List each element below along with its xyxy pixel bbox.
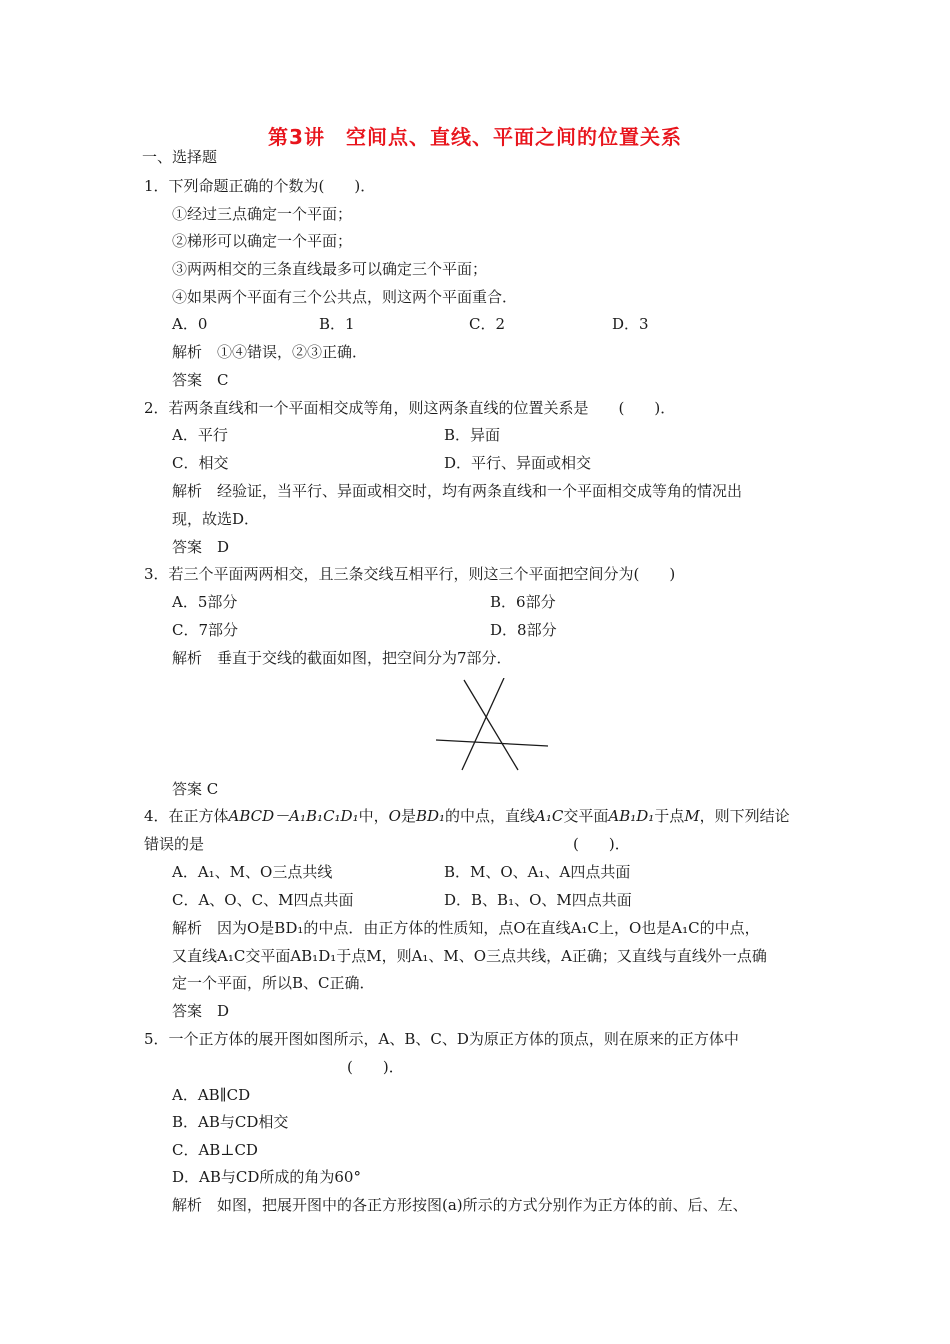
q1-statement-1: ①经过三点确定一个平面； xyxy=(172,205,353,223)
point-o: O xyxy=(388,807,401,825)
cross-section-figure xyxy=(430,678,555,778)
page-title: 第3讲 空间点、直线、平面之间的位置关系 xyxy=(268,125,682,149)
q1-option-b: B．1 xyxy=(319,315,355,333)
q2-option-a: A．平行 xyxy=(172,426,228,444)
q4-answer: 答案 D xyxy=(172,1002,230,1020)
q4-stem-prefix: 4．在正方体 xyxy=(144,807,229,825)
figure-line-1 xyxy=(464,680,518,770)
q4-option-d: D．B、B₁、O、M四点共面 xyxy=(444,891,632,909)
q4-stem-line-1 xyxy=(144,806,790,826)
q2-stem: 2．若两条直线和一个平面相交成等角，则这两条直线的位置关系是 ( )． xyxy=(144,399,676,417)
q4-option-c: C．A、O、C、M四点共面 xyxy=(172,891,354,909)
q5-stem-line-1: 5．一个正方体的展开图如图所示，A、B、C、D为原正方体的顶点，则在原来的正方体中 xyxy=(144,1030,739,1048)
q1-statement-3: ③两两相交的三条直线最多可以确定三个平面； xyxy=(172,260,488,278)
q3-analysis: 解析 垂直于交线的截面如图，把空间分为7部分． xyxy=(172,649,512,667)
q3-stem: 3．若三个平面两两相交，且三条交线互相平行，则这三个平面把空间分为( ) xyxy=(144,565,676,583)
q1-option-d: D．3 xyxy=(612,315,649,333)
q4-stem-text: 的中点，直线 xyxy=(445,807,536,825)
q4-option-a: A．A₁、M、O三点共线 xyxy=(172,863,333,881)
q1-answer: 答案 C xyxy=(172,371,229,389)
segment-bd1: BD₁ xyxy=(415,807,446,825)
q4-analysis-line-1: 解析 因为O是BD₁的中点．由正方体的性质知，点O在直线A₁C上，O也是A₁C的中点， xyxy=(172,919,760,937)
plane-ab1d1: AB₁D₁ xyxy=(608,807,655,825)
q5-option-a: A．AB∥CD xyxy=(172,1086,251,1104)
q1-stem: 1．下列命题正确的个数为( )． xyxy=(144,177,376,195)
q2-analysis-line-2: 现，故选D． xyxy=(172,510,260,528)
q1-option-c: C．2 xyxy=(469,315,506,333)
q5-option-c: C．AB⊥CD xyxy=(172,1141,258,1159)
q1-analysis: 解析 ①④错误，②③正确． xyxy=(172,343,368,361)
q3-option-d: D．8部分 xyxy=(490,621,557,639)
q1-statement-4: ④如果两个平面有三个公共点，则这两个平面重合． xyxy=(172,288,518,306)
q1-option-a: A．0 xyxy=(172,315,208,333)
q2-option-b: B．异面 xyxy=(444,426,501,444)
q4-stem-text: 交平面 xyxy=(563,807,609,825)
q3-answer: 答案 C xyxy=(172,780,219,798)
q3-option-b: B．6部分 xyxy=(490,593,556,611)
q1-statement-2: ②梯形可以确定一个平面； xyxy=(172,232,353,250)
line-a1c: A₁C xyxy=(535,807,564,825)
q3-option-a: A．5部分 xyxy=(172,593,238,611)
q2-analysis-line-1: 解析 经验证，当平行、异面或相交时，均有两条直线和一个平面相交成等角的情况出 xyxy=(172,482,743,500)
point-m: M xyxy=(684,807,700,825)
q5-answer-paren: ( )． xyxy=(347,1058,404,1076)
q3-option-c: C．7部分 xyxy=(172,621,239,639)
q2-option-c: C．相交 xyxy=(172,454,229,472)
section-heading: 一、选择题 xyxy=(142,148,218,166)
q4-analysis-line-3: 定一个平面，所以B、C正确． xyxy=(172,974,375,992)
q2-answer: 答案 D xyxy=(172,538,230,556)
q4-stem-line-2: 错误的是 xyxy=(144,835,205,853)
q4-answer-paren: ( )． xyxy=(573,835,630,853)
q5-option-d: D．AB与CD所成的角为60° xyxy=(172,1168,361,1186)
q5-analysis-line-1: 解析 如图，把展开图中的各正方形按图(a)所示的方式分别作为正方体的前、后、左、 xyxy=(172,1196,748,1214)
q4-analysis-line-2: 又直线A₁C交平面AB₁D₁于点M，则A₁、M、O三点共线，A正确；又直线与直线外一点确 xyxy=(172,947,767,965)
q4-stem-text: 中， xyxy=(358,807,389,825)
q2-option-d: D．平行、异面或相交 xyxy=(444,454,592,472)
q4-stem-text: ，则下列结论 xyxy=(699,807,790,825)
q4-stem-text: 于点 xyxy=(654,807,685,825)
q5-option-b: B．AB与CD相交 xyxy=(172,1113,289,1131)
q4-stem-text: 是 xyxy=(400,807,416,825)
figure-line-2 xyxy=(462,678,504,770)
cube-label: ABCD－A₁B₁C₁D₁ xyxy=(228,807,359,825)
figure-line-3 xyxy=(436,740,548,746)
q4-option-b: B．M、O、A₁、A四点共面 xyxy=(444,863,631,881)
